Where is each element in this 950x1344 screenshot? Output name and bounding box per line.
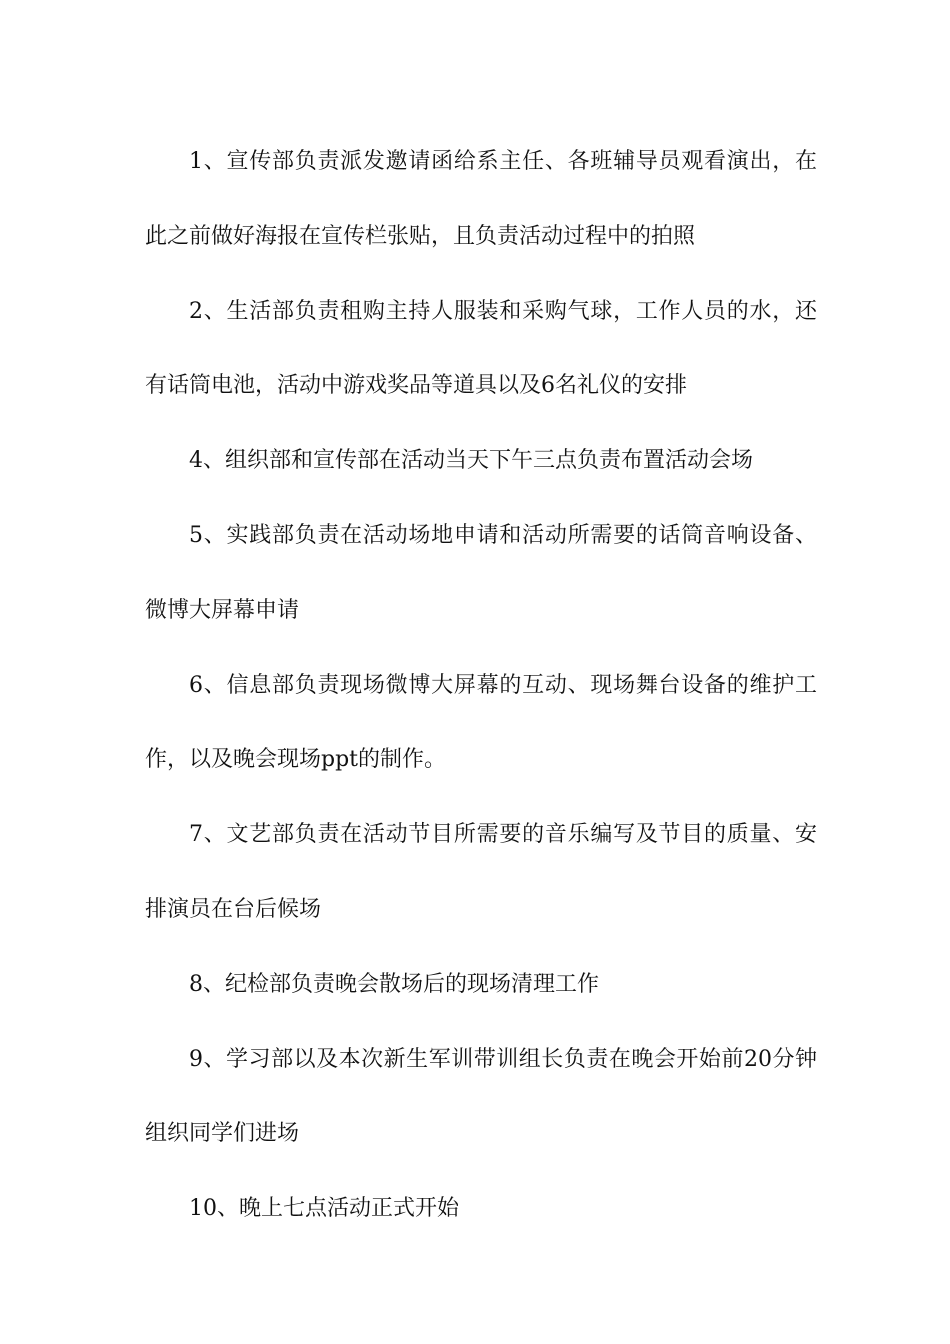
paragraph-2: 2、生活部负责租购主持人服装和采购气球，工作人员的水，还有话筒电池，活动中游戏奖品等道具以及6名礼仪的安排 (145, 298, 817, 399)
paragraph-1: 1、宣传部负责派发邀请函给系主任、各班辅导员观看演出，在此之前做好海报在宣传栏张贴，且负责活动过程中的拍照 (145, 149, 817, 249)
paragraph-8: 8、纪检部负责晚会散场后的现场清理工作 (189, 971, 599, 997)
paragraph-10: 10、晚上七点活动正式开始 (189, 1196, 459, 1222)
paragraph-9: 9、学习部以及本次新生军训带训组长负责在晚会开始前20分钟组织同学们进场 (145, 1046, 817, 1147)
document-body (145, 125, 817, 1247)
paragraph-7: 7、文艺部负责在活动节目所需要的音乐编写及节目的质量、安排演员在台后候场 (145, 822, 817, 922)
paragraph-6: 6、信息部负责现场微博大屏幕的互动、现场舞台设备的维护工作，以及晚会现场ppt的制作。 (145, 672, 817, 773)
paragraph-5: 5、实践部负责在活动场地申请和活动所需要的话筒音响设备、微博大屏幕申请 (145, 522, 817, 623)
paragraph-4: 4、组织部和宣传部在活动当天下午三点负责布置活动会场 (189, 448, 753, 474)
